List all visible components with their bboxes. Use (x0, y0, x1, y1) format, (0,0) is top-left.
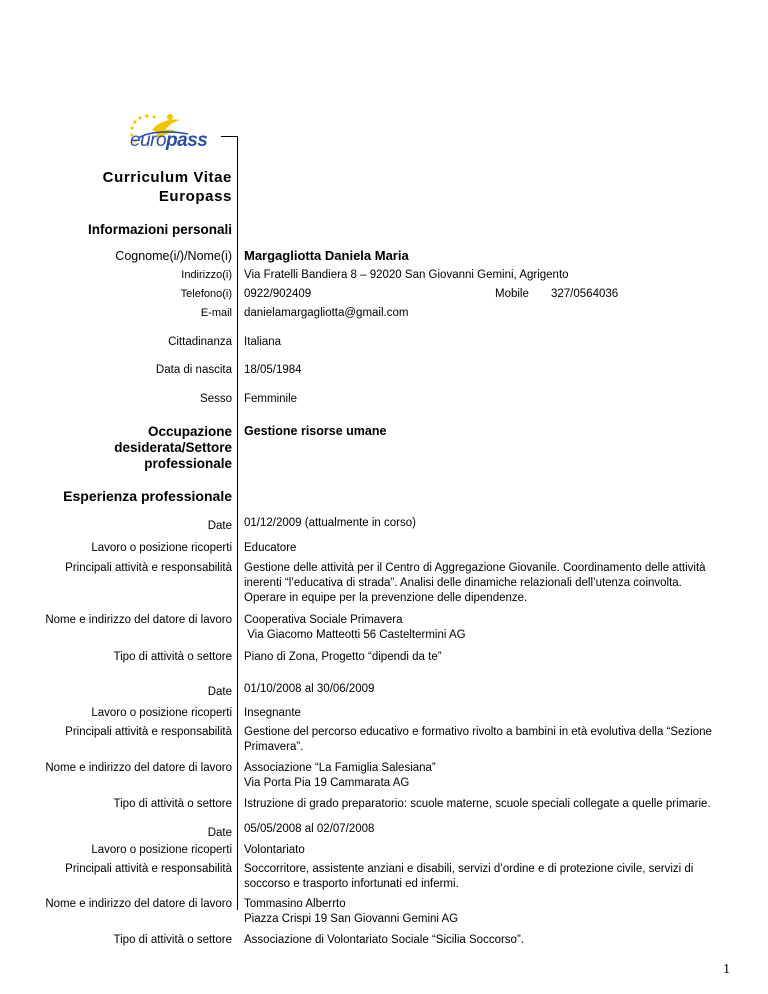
label-name: Cognome(i/)/Nome(i) (115, 249, 232, 263)
value-activities: Soccorritore, assistente anziani e disabili, servizi d’ordine e di protezione civile, servizi di soccorso e trasporto infortunati ed infermi. (244, 863, 694, 890)
cv-title-line2: Europass (158, 188, 232, 205)
logo-text-euro: euro (130, 130, 167, 151)
label-employer: Nome e indirizzo del datore di lavoro (45, 762, 232, 774)
value-citizenship: Italiana (244, 336, 282, 348)
value-desired-occupation: Gestione risorse umane (244, 424, 387, 438)
desired-label-line2: desiderata/Settore (114, 440, 232, 455)
label-sector: Tipo di attività o settore (113, 651, 232, 663)
value-employer-line2: Piazza Crispi 19 San Giovanni Gemini AG (244, 913, 459, 925)
label-address: Indirizzo(i) (181, 269, 232, 281)
value-mobile: 327/0564036 (551, 288, 619, 300)
europass-logo (118, 108, 242, 160)
value-sector: Associazione di Volontariato Sociale “Sicilia Soccorso”. (244, 934, 524, 946)
label-sex: Sesso (200, 393, 232, 405)
label-sector: Tipo di attività o settore (113, 798, 232, 810)
value-address: Via Fratelli Bandiera 8 – 92020 San Giovanni Gemini, Agrigento (244, 269, 569, 281)
label-position: Lavoro o posizione ricoperti (91, 542, 232, 554)
value-date: 05/05/2008 al 02/07/2008 (244, 823, 375, 835)
section-heading-experience: Esperienza professionale (63, 488, 232, 504)
value-email: danielamargagliotta@gmail.com (244, 307, 409, 319)
cv-title-line1: Curriculum Vitae (102, 169, 232, 186)
value-employer-line2: Via Giacomo Matteotti 56 Casteltermini AG (244, 629, 466, 641)
value-activities: Gestione del percorso educativo e formativo rivolto a bambini in età evolutiva della “Sezione Primavera”. (244, 726, 712, 753)
value-employer-line1: Associazione “La Famiglia Salesiana” (244, 762, 436, 774)
value-sex: Femminile (244, 393, 298, 405)
logo-corner-rule (221, 136, 237, 137)
value-name: Margagliotta Daniela Maria (244, 248, 409, 263)
label-employer: Nome e indirizzo del datore di lavoro (45, 614, 232, 626)
label-sector: Tipo di attività o settore (113, 934, 232, 946)
value-position: Volontariato (244, 844, 305, 856)
label-desired-occupation (40, 424, 232, 472)
label-position: Lavoro o posizione ricoperti (91, 844, 232, 856)
value-birth-date: 18/05/1984 (244, 364, 302, 376)
value-sector: Istruzione di grado preparatorio: scuole materne, scuole speciali collegate a quelle primarie. (244, 798, 711, 810)
value-employer-line1: Tommasino Alberrto (244, 898, 346, 910)
value-date: 01/10/2008 al 30/06/2009 (244, 683, 375, 695)
label-phone: Telefono(i) (180, 288, 232, 300)
page-number: 1 (723, 962, 730, 977)
value-date: 01/12/2009 (attualmente in corso) (244, 517, 416, 529)
label-date: Date (207, 827, 232, 839)
label-email: E-mail (200, 307, 232, 319)
value-phone: 0922/902409 (244, 288, 312, 300)
desired-label-line3: professionale (144, 456, 232, 471)
label-mobile: Mobile (495, 288, 529, 300)
desired-label-line1: Occupazione (147, 424, 232, 439)
label-employer: Nome e indirizzo del datore di lavoro (45, 898, 232, 910)
section-heading-personal: Informazioni personali (87, 222, 232, 237)
label-date: Date (207, 686, 232, 698)
label-position: Lavoro o posizione ricoperti (91, 707, 232, 719)
value-sector: Piano di Zona, Progetto “dipendi da te” (244, 651, 442, 663)
label-activities: Principali attività e responsabilità (65, 863, 232, 875)
label-date: Date (207, 520, 232, 532)
cv-title (40, 168, 232, 206)
value-activities: Gestione delle attività per il Centro di Aggregazione Giovanile. Coordinamento delle attività inerenti “l’educativa di strada”. Analisi delle dinamiche relazionali dell’utenza coinvolta. Operare in equipe per la prevenzione delle dipendenze. (244, 562, 706, 604)
label-activities: Principali attività e responsabilità (65, 726, 232, 738)
value-position: Insegnante (244, 707, 301, 719)
value-employer-line2: Via Porta Pia 19 Cammarata AG (244, 777, 410, 789)
label-birth-date: Data di nascita (155, 364, 232, 376)
value-employer-line1: Cooperativa Sociale Primavera (244, 614, 403, 626)
label-citizenship: Cittadinanza (168, 336, 232, 348)
logo-text-pass: pass (166, 130, 208, 151)
label-activities: Principali attività e responsabilità (65, 562, 232, 574)
value-position: Educatore (244, 542, 297, 554)
vertical-separator (237, 136, 238, 910)
